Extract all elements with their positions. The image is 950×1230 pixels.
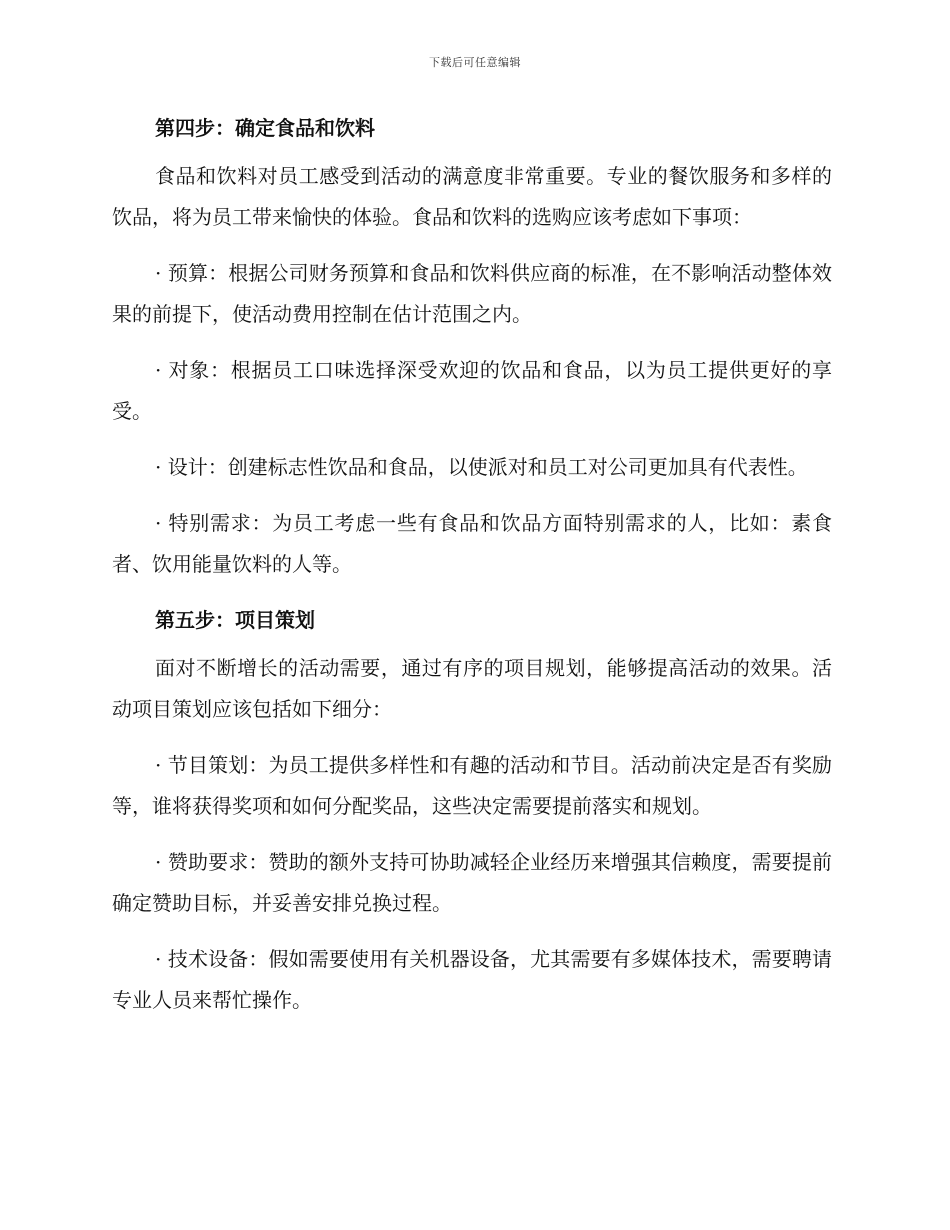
list-item-technical-equipment: · 技术设备：假如需要使用有关机器设备，尤其需要有多媒体技术，需要聘请专业人员来帮忙操作。 xyxy=(112,947,832,1012)
list-item-sponsorship: · 赞助要求：赞助的额外支持可协助减轻企业经历来增强其信赖度，需要提前确定赞助目标，并妥善安排兑换过程。 xyxy=(112,850,832,915)
section-intro-step4: 食品和饮料对员工感受到活动的满意度非常重要。专业的餐饮服务和多样的饮品，将为员工带来愉快的体验。食品和饮料的选购应该考虑如下事项： xyxy=(112,164,832,229)
list-item-budget: · 预算：根据公司财务预算和食品和饮料供应商的标准，在不影响活动整体效果的前提下，使活动费用控制在估计范围之内。 xyxy=(112,261,832,326)
section-intro-step5: 面对不断增长的活动需要，通过有序的项目规划，能够提高活动的效果。活动项目策划应该包括如下细分： xyxy=(112,656,832,721)
list-item-special-needs: · 特别需求：为员工考虑一些有食品和饮品方面特别需求的人，比如：素食者、饮用能量饮料的人等。 xyxy=(112,511,832,576)
section-heading-step4: 第四步：确定食品和饮料 xyxy=(155,116,375,140)
section-heading-step5: 第五步：项目策划 xyxy=(155,608,315,632)
page-header-note: 下载后可任意编辑 xyxy=(429,56,521,69)
document-body xyxy=(112,108,832,1036)
list-item-program-planning: · 节目策划：为员工提供多样性和有趣的活动和节目。活动前决定是否有奖励等，谁将获得奖项和如何分配奖品，这些决定需要提前落实和规划。 xyxy=(112,753,832,818)
list-item-audience: · 对象：根据员工口味选择深受欢迎的饮品和食品，以为员工提供更好的享受。 xyxy=(112,358,832,423)
list-item-design: · 设计：创建标志性饮品和食品，以使派对和员工对公司更加具有代表性。 xyxy=(155,455,808,479)
